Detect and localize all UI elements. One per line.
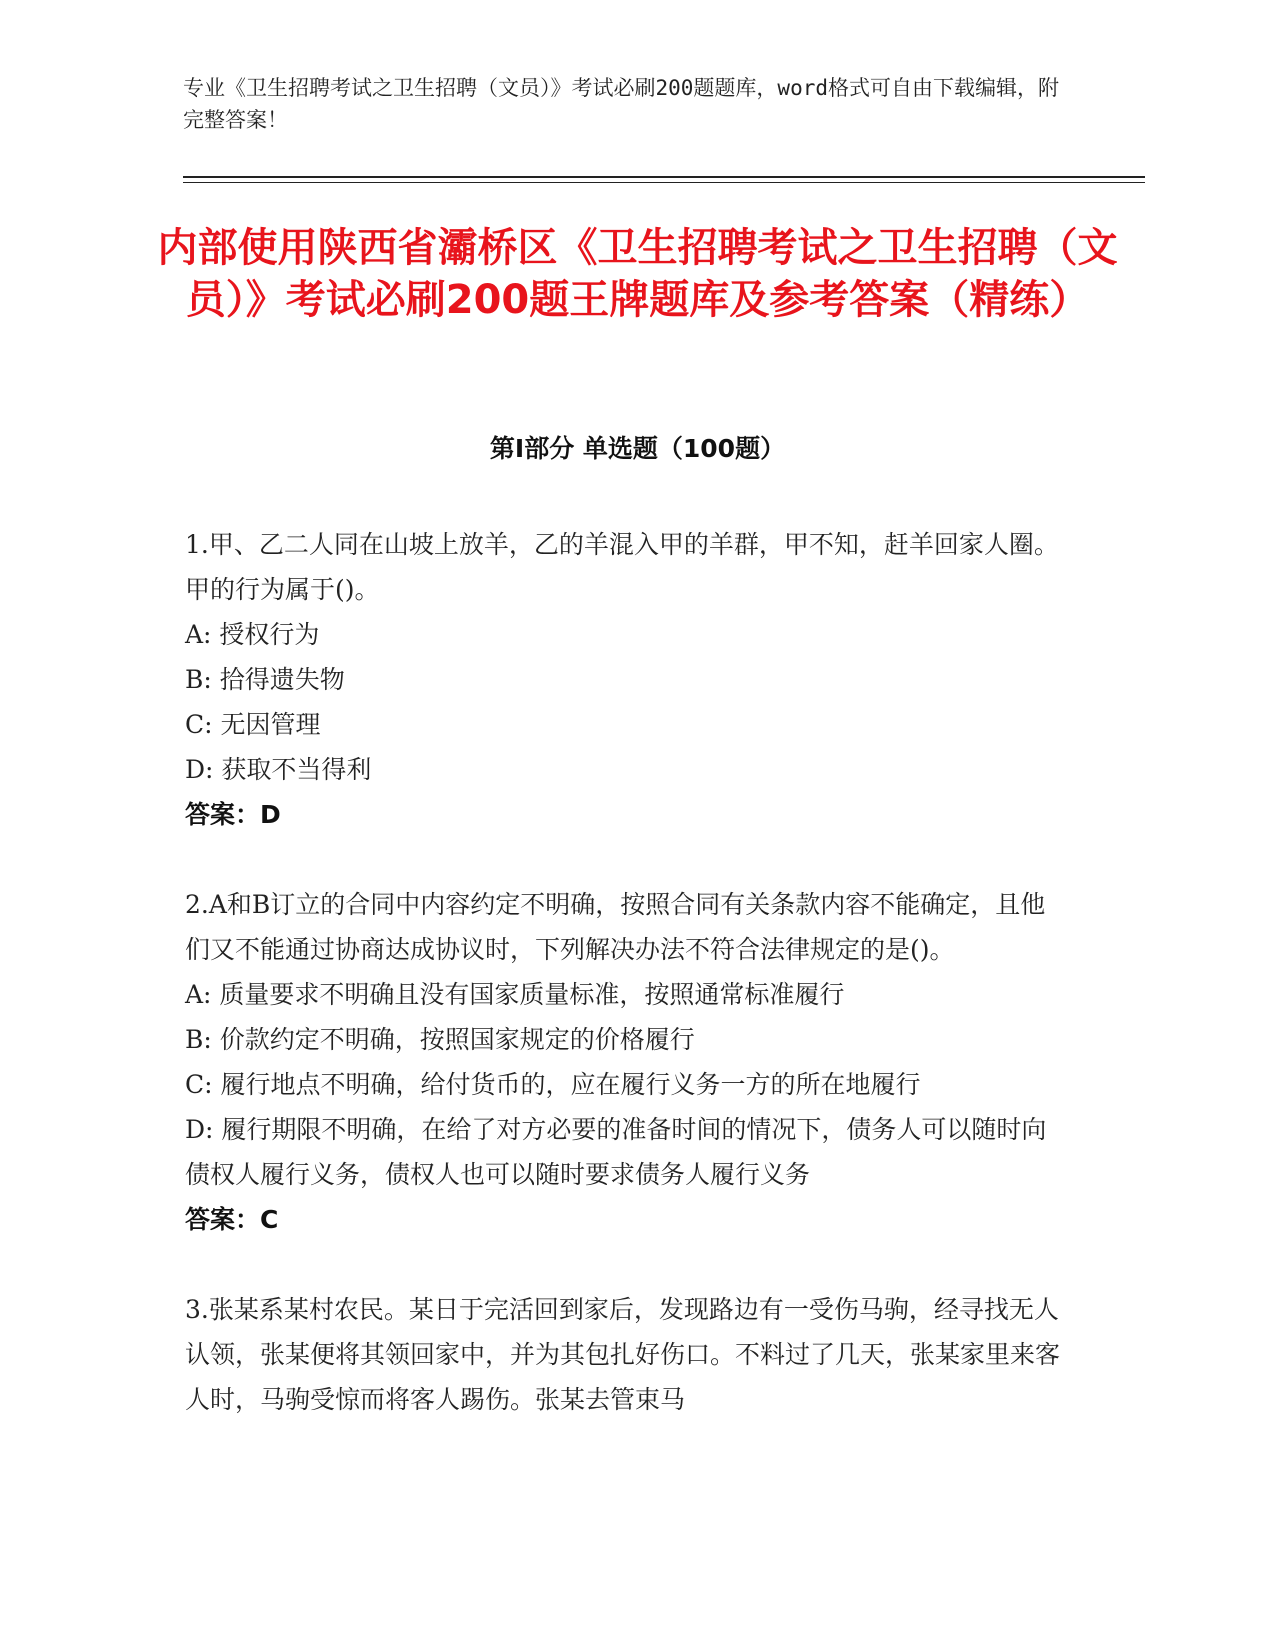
question-stem: 2.A和B订立的合同中内容约定不明确，按照合同有关条款内容不能确定，且他们又不能通过协商达成协议时，下列解决办法不符合法律规定的是()。 [185,890,1046,964]
option-b: B: 拾得遗失物 [185,665,345,694]
answer-label: 答案：C [185,1205,279,1234]
question-stem: 3.张某系某村农民。某日于完活回到家后，发现路边有一受伤马驹，经寻找无人认领，张某便将其领回家中，并为其包扎好伤口。不料过了几天，张某家里来客人时，马驹受惊而将客人踢伤。张某去管束马 [185,1295,1061,1414]
option-d: D: 履行期限不明确，在给了对方必要的准备时间的情况下，债务人可以随时向债权人履行义务，债权人也可以随时要求债务人履行义务 [185,1115,1047,1189]
option-c: C: 无因管理 [185,710,321,739]
question-stem: 1.甲、乙二人同在山坡上放羊，乙的羊混入甲的羊群，甲不知，赶羊回家人圈。甲的行为属于()。 [185,530,1059,604]
question-3 [185,1287,1065,1422]
question-1 [185,522,1065,837]
option-a: A: 授权行为 [185,620,320,649]
header-divider-thin [183,182,1145,183]
question-2 [185,882,1065,1242]
section-heading: 第Ⅰ部分 单选题（100题） [489,434,786,463]
option-c: C: 履行地点不明确，给付货币的，应在履行义务一方的所在地履行 [185,1070,921,1099]
header-divider-thick [183,176,1145,178]
answer-label: 答案：D [185,800,281,829]
option-a: A: 质量要求不明确且没有国家质量标准，按照通常标准履行 [185,980,845,1009]
header-note: 专业《卫生招聘考试之卫生招聘（文员）》考试必刷200题题库，word格式可自由下载编辑，附完整答案！ [183,76,1059,132]
document-title: 内部使用陕西省灞桥区《卫生招聘考试之卫生招聘（文员）》考试必刷200题王牌题库及参考答案（精练） [157,225,1118,323]
question-list [185,522,1065,1467]
option-b: B: 价款约定不明确，按照国家规定的价格履行 [185,1025,695,1054]
option-d: D: 获取不当得利 [185,755,372,784]
